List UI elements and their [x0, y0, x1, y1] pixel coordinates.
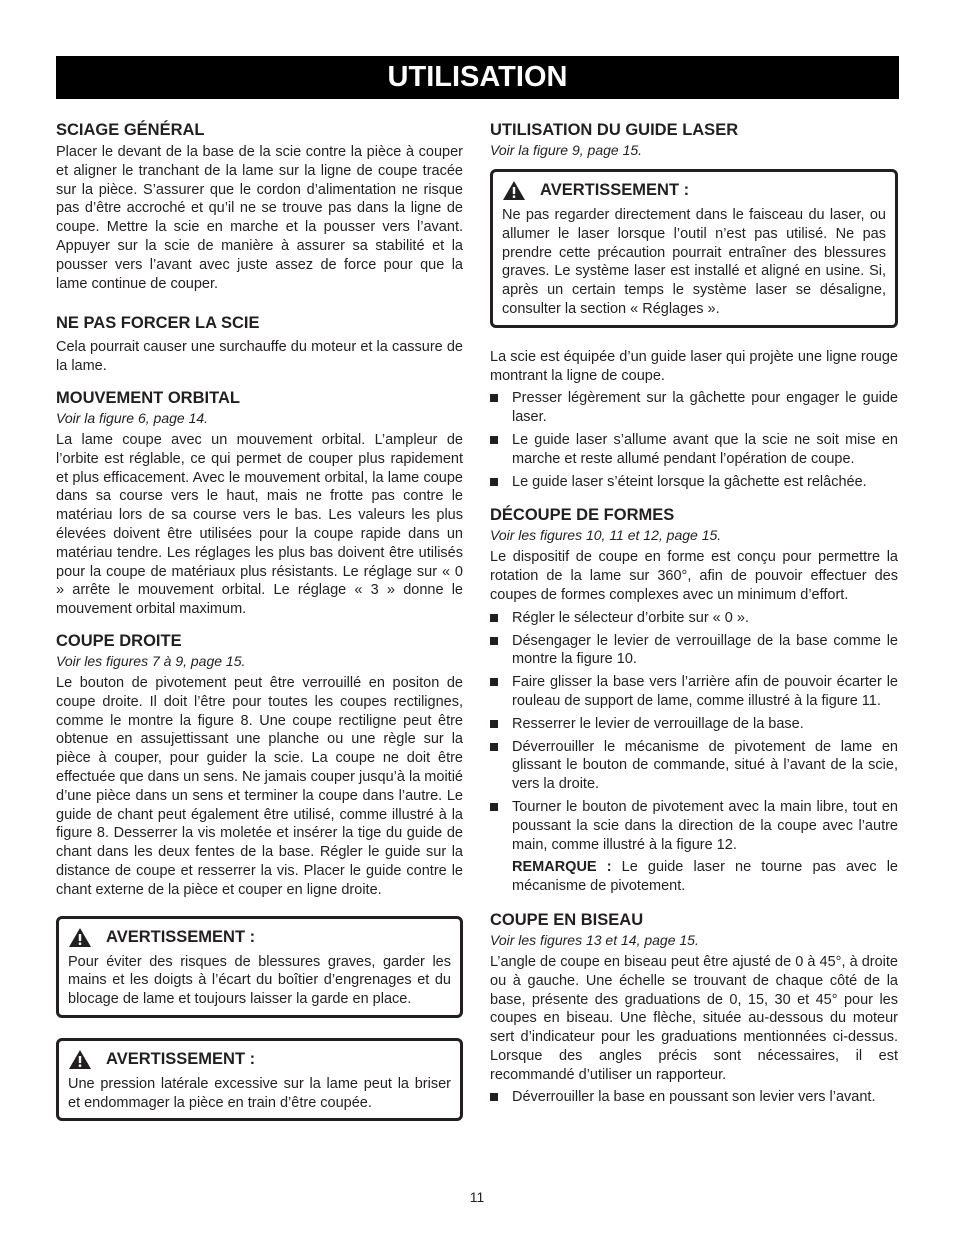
bullet-square-icon: [490, 394, 498, 402]
warning-header: [68, 1049, 451, 1070]
bullet-square-icon: [490, 614, 498, 622]
bullet-list: [490, 1088, 898, 1107]
figure-reference: Voir les figures 13 et 14, page 15.: [490, 931, 699, 948]
warning-text: Ne pas regarder directement dans le faisceau du laser, ou allumer le laser lorsque l’outil n’est pas utilisé. Ne pas prendre cette précaution pourrait entraîner des blessures graves. Le système laser est installé et aligné en usine. Si, après un certain temps le système laser se désaligne, consulter la section « Réglages ».: [502, 207, 886, 317]
bullet-list: [490, 609, 898, 855]
section-heading: MOUVEMENT ORBITAL: [56, 388, 240, 407]
section-heading: SCIAGE GÉNÉRAL: [56, 121, 205, 139]
bullet-square-icon: [490, 637, 498, 645]
section-biseau: [490, 910, 898, 1107]
section-text: Placer le devant de la base de la scie contre la pièce à couper et aligner le tranchant de la lame sur la ligne de coupe tracée sur la pièce. S’assurer que le cordon d’alimentation ne risque pas d’être accroché et qu’il ne se trouve pas dans la ligne de coupe. Mettre la scie en marche et la pousser vers l’avant. Appuyer sur la scie de manière à assurer sa stabilité et la pousser vers l’avant avec juste assez de force pour que la lame continue de couper.: [56, 144, 463, 292]
section-heading: UTILISATION DU GUIDE LASER: [490, 121, 739, 139]
list-item: Presser légèrement sur la gâchette pour engager le guide laser.: [490, 389, 898, 427]
warning-heading: AVERTISSEMENT :: [540, 181, 690, 199]
page-number: 11: [469, 1189, 485, 1205]
warning-triangle-icon: [502, 180, 526, 201]
note: [490, 858, 898, 896]
list-item: Désengager le levier de verrouillage de la base comme le montre la figure 10.: [490, 632, 898, 670]
section-heading: DÉCOUPE DE FORMES: [490, 506, 675, 525]
warning-triangle-icon: [68, 1049, 92, 1070]
warning-header: [502, 180, 886, 201]
bullet-square-icon: [490, 478, 498, 486]
section-text: Cela pourrait causer une surchauffe du moteur et la cassure de la lame.: [56, 339, 463, 375]
bullet-list: [490, 389, 898, 491]
list-item: Déverrouiller la base en poussant son levier vers l’avant.: [490, 1088, 898, 1107]
section-orbital: [56, 388, 463, 619]
section-heading: NE PAS FORCER LA SCIE: [56, 314, 260, 333]
list-item: Faire glisser la base vers l’arrière afin de pouvoir écarter le rouleau de support de lame, comme illustré à la figure 11.: [490, 673, 898, 711]
section-droite: [56, 631, 463, 900]
section-heading: COUPE EN BISEAU: [490, 910, 644, 929]
section-sciage: [56, 120, 463, 293]
section-formes: [490, 505, 898, 896]
bullet-square-icon: [490, 678, 498, 686]
warning-text: Une pression latérale excessive sur la lame peut la briser et endommager la pièce en train d’être coupée.: [68, 1075, 451, 1111]
page-title: UTILISATION: [56, 56, 899, 99]
right-column: [490, 120, 898, 1118]
figure-reference: Voir les figures 10, 11 et 12, page 15.: [490, 527, 722, 544]
list-item: Le guide laser s’allume avant que la scie ne soit mise en marche et reste allumé pendant l’opération de coupe.: [490, 431, 898, 469]
warning-box: [56, 1038, 463, 1122]
left-column: [56, 120, 463, 1135]
bullet-square-icon: [490, 436, 498, 444]
section-laser: [490, 120, 898, 491]
warning-box: [490, 169, 898, 328]
list-item: Le guide laser s’éteint lorsque la gâchette est relâchée.: [490, 473, 898, 492]
section-text: La scie est équipée d’un guide laser qui projète une ligne rouge montrant la ligne de coupe.: [490, 348, 898, 384]
note-text: Le guide laser ne tourne pas avec le mécanisme de pivotement.: [512, 859, 898, 895]
bullet-square-icon: [490, 1093, 498, 1101]
warning-text: Pour éviter des risques de blessures graves, garder les mains et les doigts à l’écart du boîtier d’engrenages et du blocage de lame et toujours laisser la garde en place.: [68, 953, 451, 1008]
section-text: Le bouton de pivotement peut être verrouillé en positon de coupe droite. Il doit l’être pour toutes les coupes rectilignes, comme le montre la figure 8. Une coupe rectiligne peut être obtenue en assujettissant une planche ou une règle sur la pièce à couper, pour guider la scie. La coupe ne doit être effectuée que dans un sens. Ne jamais couper jusqu’à la moitié d’une pièce dans un sens et terminer la coupe dans l’autre. Le guide de chant peut également être utilisé, comme illustré à la figure 8. Desserrer la vis moletée et insérer la tige du guide de chant dans les deux fentes de la base. Régler le guide sur la distance de coupe et resserrer la vis. Placer le guide contre le chant externe de la pièce et couper en ligne droite.: [56, 674, 463, 898]
list-item: Resserrer le levier de verrouillage de la base.: [490, 715, 898, 734]
warning-box: [56, 916, 463, 1018]
list-item: Régler le sélecteur d’orbite sur « 0 ».: [490, 609, 898, 628]
bullet-square-icon: [490, 743, 498, 751]
figure-reference: Voir la figure 9, page 15.: [490, 142, 643, 158]
bullet-square-icon: [490, 720, 498, 728]
list-item: Déverrouiller le mécanisme de pivotement de lame en glissant le bouton de commande, situé à l’avant de la scie, vers la droite.: [490, 738, 898, 794]
section-heading: COUPE DROITE: [56, 631, 182, 650]
note-label: REMARQUE :: [512, 859, 612, 876]
list-item: Tourner le bouton de pivotement avec la main libre, tout en poussant la scie dans la direction de la coupe avec l’autre main, comme illustré à la figure 12.: [490, 798, 898, 854]
warning-triangle-icon: [68, 927, 92, 948]
figure-reference: Voir la figure 6, page 14.: [56, 409, 209, 426]
section-text: L’angle de coupe en biseau peut être ajusté de 0 à 45°, à droite ou à gauche. Une échelle se trouvant de chaque côté de la base, présente des graduations de 0, 15, 30 et 45° pour les coupes en biseau. Une flèche, située au-dessous du moteur sert d’indicateur pour les graduations mentionnées ci-dessus. Lorsque des angles précis sont nécessaires, il est recommandé d’utiliser un rapporteur.: [490, 953, 898, 1083]
section-text: Le dispositif de coupe en forme est conçu pour permettre la rotation de la lame sur 360°, afin de pouvoir effectuer des coupes de formes complexes avec un minimum d’effort.: [490, 549, 898, 603]
warning-heading: AVERTISSEMENT :: [106, 927, 256, 946]
figure-reference: Voir les figures 7 à 9, page 15.: [56, 652, 246, 669]
bullet-square-icon: [490, 803, 498, 811]
section-text: La lame coupe avec un mouvement orbital. L’ampleur de l’orbite est réglable, ce qui permet de couper plus rapidement et plus efficacement. Avec le mouvement orbital, la lame coupe dans sa course vers le haut, mais ne frotte pas contre le matériau lors de sa course vers le bas. Les valeurs les plus élevées doivent être utilisées pour la coupe rapide dans un matériau tendre. Les réglages les plus bas doivent être utilisés pour la coupe de matériaux plus résistants. Le réglage sur « 0 » arrête le mouvement orbital. Le réglage « 3 » donne le mouvement orbital maximum.: [56, 431, 463, 618]
section-forcer: [56, 313, 463, 376]
warning-header: [68, 927, 451, 948]
warning-heading: AVERTISSEMENT :: [106, 1049, 256, 1068]
